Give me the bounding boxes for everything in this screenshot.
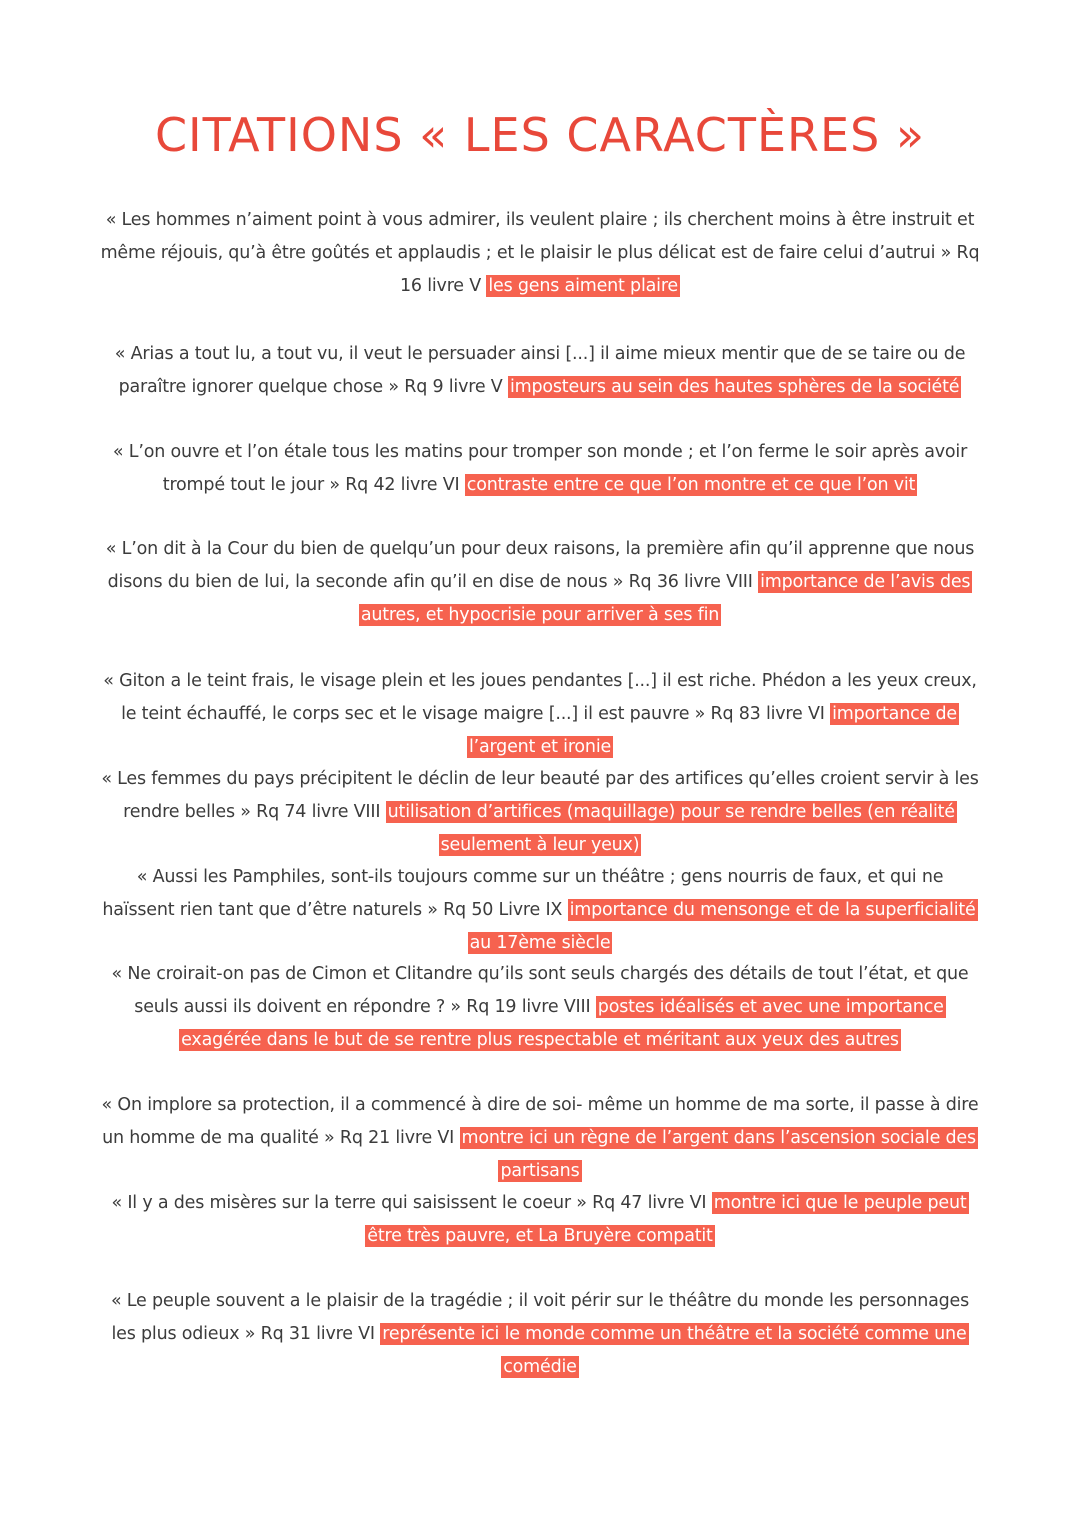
page-title: CITATIONS « LES CARACTÈRES »: [154, 108, 926, 162]
quote-note-highlight: les gens aiment plaire: [488, 276, 678, 296]
quote-item: [100, 533, 980, 632]
quote-note-highlight: importance de l’argent et ironie: [468, 704, 957, 757]
quote-note-highlight: importance de l’avis des autres, et hypocrisie pour arriver à ses fin: [360, 572, 971, 625]
quote-text: « Les femmes du pays précipitent le déclin de leur beauté par des artifices qu’elles croient servir à les rendre belles » Rq 74 livre VIII: [101, 769, 979, 822]
quote-text: « L’on ouvre et l’on étale tous les matins pour tromper son monde ; et l’on ferme le soir après avoir trompé tout le jour » Rq 42 livre VI: [112, 442, 968, 495]
quote-note-highlight: importance du mensonge et de la superficialité au 17ème siècle: [469, 900, 976, 953]
quote-note-highlight: contraste entre ce que l’on montre et ce que l’on vit: [466, 475, 916, 495]
quote-item: [100, 436, 980, 502]
quote-text: « Les hommes n’aiment point à vous admirer, ils veulent plaire ; ils cherchent moins à être instruit et même réjouis, qu’à être goûtés et applaudis ; et le plaisir le plus délicat est de faire celui d’autrui » Rq 16 livre V: [100, 210, 980, 296]
quote-text: « On implore sa protection, il a commencé à dire de soi- même un homme de ma sorte, il passe à dire un homme de ma qualité » Rq 21 livre VI: [101, 1095, 979, 1148]
quote-item: [100, 665, 980, 764]
quote-item: [100, 1285, 980, 1384]
quote-note-highlight: imposteurs au sein des hautes sphères de la société: [509, 377, 960, 397]
quote-note-highlight: utilisation d’artifices (maquillage) pour se rendre belles (en réalité seulement à leur yeux): [387, 802, 955, 855]
quote-text: « Il y a des misères sur la terre qui saisissent le coeur » Rq 47 livre VI: [111, 1193, 707, 1213]
quote-text: « Giton a le teint frais, le visage plein et les joues pendantes [...] il est riche. Phédon a les yeux creux, le teint échauffé, le corps sec et le visage maigre [...] il est pauvre » Rq 83 livre VI: [103, 671, 977, 724]
quote-text: « Aussi les Pamphiles, sont-ils toujours comme sur un théâtre ; gens nourris de faux, et qui ne haïssent rien tant que d’être naturels » Rq 50 Livre IX: [102, 867, 944, 920]
quote-note-highlight: montre ici que le peuple peut être très pauvre, et La Bruyère compatit: [367, 1193, 967, 1246]
quote-item: [100, 1089, 980, 1188]
quote-note-highlight: représente ici le monde comme un théâtre et la société comme une comédie: [382, 1324, 967, 1377]
quote-text: « Le peuple souvent a le plaisir de la tragédie ; il voit périr sur le théâtre du monde les personnages les plus odieux » Rq 31 livre VI: [110, 1291, 970, 1344]
quote-text: « L’on dit à la Cour du bien de quelqu’un pour deux raisons, la première afin qu’il apprenne que nous disons du bien de lui, la seconde afin qu’il en dise de nous » Rq 36 livre VIII: [105, 539, 975, 592]
quote-text: « Ne croirait-on pas de Cimon et Clitandre qu’ils sont seuls chargés des détails de tout l’état, et que seuls aussi ils doivent en répondre ? » Rq 19 livre VIII: [111, 964, 969, 1017]
quote-note-highlight: montre ici un règne de l’argent dans l’ascension sociale des partisans: [461, 1128, 976, 1181]
quote-item: [100, 1187, 980, 1253]
quote-item: [100, 763, 980, 862]
quote-note-highlight: postes idéalisés et avec une importance exagérée dans le but de se rentre plus respectable et méritant aux yeux des autres: [181, 997, 944, 1050]
quote-item: [100, 958, 980, 1057]
quote-item: [100, 861, 980, 960]
quote-item: [100, 204, 980, 303]
quote-item: [100, 338, 980, 404]
quote-text: « Arias a tout lu, a tout vu, il veut le persuader ainsi [...] il aime mieux mentir que de se taire ou de paraître ignorer quelque chose » Rq 9 livre V: [114, 344, 966, 397]
